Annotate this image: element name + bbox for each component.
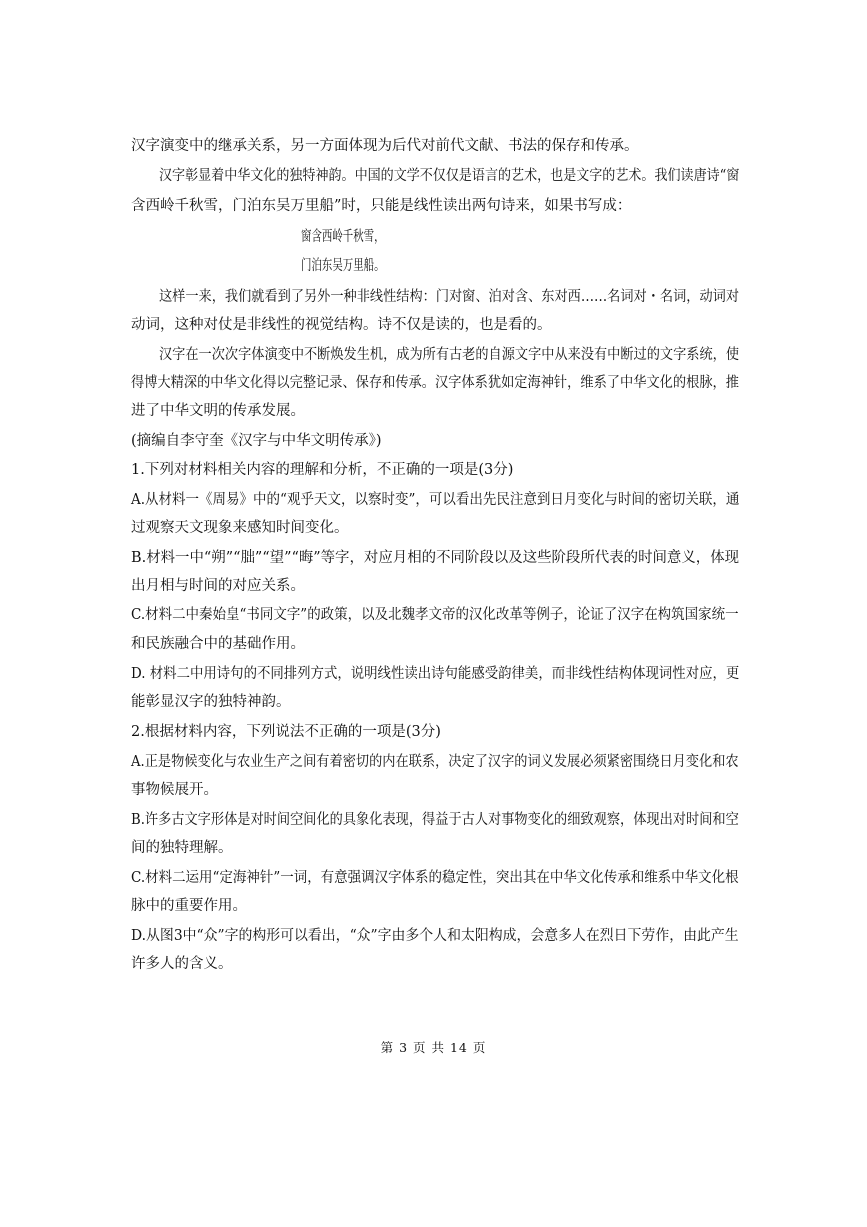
question-2-option-c: 脉中的重要作用。: [131, 898, 247, 914]
question-2-option-c: C.材料二运用“定海神针”一词，有意强调汉字体系的稳定性，突出其在中华文化传承和维系中华文化根: [131, 870, 739, 886]
question-1-option-b: B.材料一中“朔”“朏”“望”“晦”等字，对应月相的不同阶段以及这些阶段所代表的时间意义，体现: [131, 550, 740, 566]
question-1-option-b: 出月相与时间的对应关系。: [131, 578, 305, 594]
question-2-option-a: 事物候展开。: [131, 782, 218, 798]
passage-line: 这样一来，我们就看到了另外一种非线性结构：门对窗、泊对含、东对西……名词对・名词，动词对: [159, 289, 740, 305]
passage-line: 进了中华文明的传承发展。: [131, 403, 305, 419]
passage-line: 得博大精深的中华文化得以完整记录、保存和传承。汉字体系犹如定海神针，维系了中华文化的根脉，推: [131, 375, 739, 391]
question-1-option-a: A.从材料一《周易》中的“观乎天文，以察时变”，可以看出先民注意到日月变化与时间的密切关联，通: [131, 492, 740, 508]
question-1-option-d: D. 材料二中用诗句的不同排列方式，说明线性读出诗句能感受韵律美，而非线性结构体现词性对应，更: [131, 666, 740, 682]
poem-line: 窗含西岭千秋雪，: [301, 229, 385, 245]
passage-line: 汉字演变中的继承关系，另一方面体现为后代对前代文献、书法的保存和传承。: [131, 138, 639, 154]
source-citation: (摘编自李守奎《汉字与中华文明传承》): [131, 433, 382, 449]
passage-line: 汉字在一次次字体演变中不断焕发生机，成为所有古老的自源文字中从来没有中断过的文字系统，使: [159, 347, 740, 363]
passage-line: 动词，这种对仗是非线性的视觉结构。诗不仅是读的，也是看的。: [131, 317, 552, 333]
question-2-option-b: B.许多古文字形体是对时间空间化的具象化表现，得益于古人对事物变化的细致观察，体现出对时间和空: [131, 812, 739, 828]
question-2-stem: 2.根据材料内容，下列说法不正确的一项是(3分): [131, 724, 441, 740]
question-1-stem: 1.下列对材料相关内容的理解和分析，不正确的一项是(3分): [131, 462, 514, 478]
question-2-option-d: D.从图3中“众”字的构形可以看出，“众”字由多个人和太阳构成，会意多人在烈日下劳作，由此产生: [131, 928, 739, 944]
question-1-option-c: C.材料二中秦始皇“书同文字”的政策，以及北魏孝文帝的汉化改革等例子，论证了汉字在构筑国家统一: [131, 607, 739, 623]
question-2-option-b: 间的独特理解。: [131, 840, 233, 856]
question-1-option-d: 能彰显汉字的独特神韵。: [131, 694, 291, 710]
passage-line: 汉字彰显着中华文化的独特神韵。中国的文学不仅仅是语言的艺术，也是文字的艺术。我们读唐诗“窗: [159, 168, 740, 184]
passage-line: 含西岭千秋雪，门泊东吴万里船”时，只能是线性读出两句诗来，如果书写成：: [131, 198, 632, 214]
question-1-option-c: 和民族融合中的基础作用。: [131, 636, 305, 652]
poem-line: 门泊东吴万里船。: [301, 258, 385, 274]
question-2-option-d: 许多人的含义。: [131, 956, 233, 972]
page-number: 第 3 页 共 14 页: [380, 1040, 487, 1055]
question-2-option-a: A.正是物候变化与农业生产之间有着密切的内在联系，决定了汉字的词义发展必须紧密围绕日月变化和农: [131, 754, 739, 770]
question-1-option-a: 过观察天文现象来感知时间变化。: [131, 520, 349, 536]
